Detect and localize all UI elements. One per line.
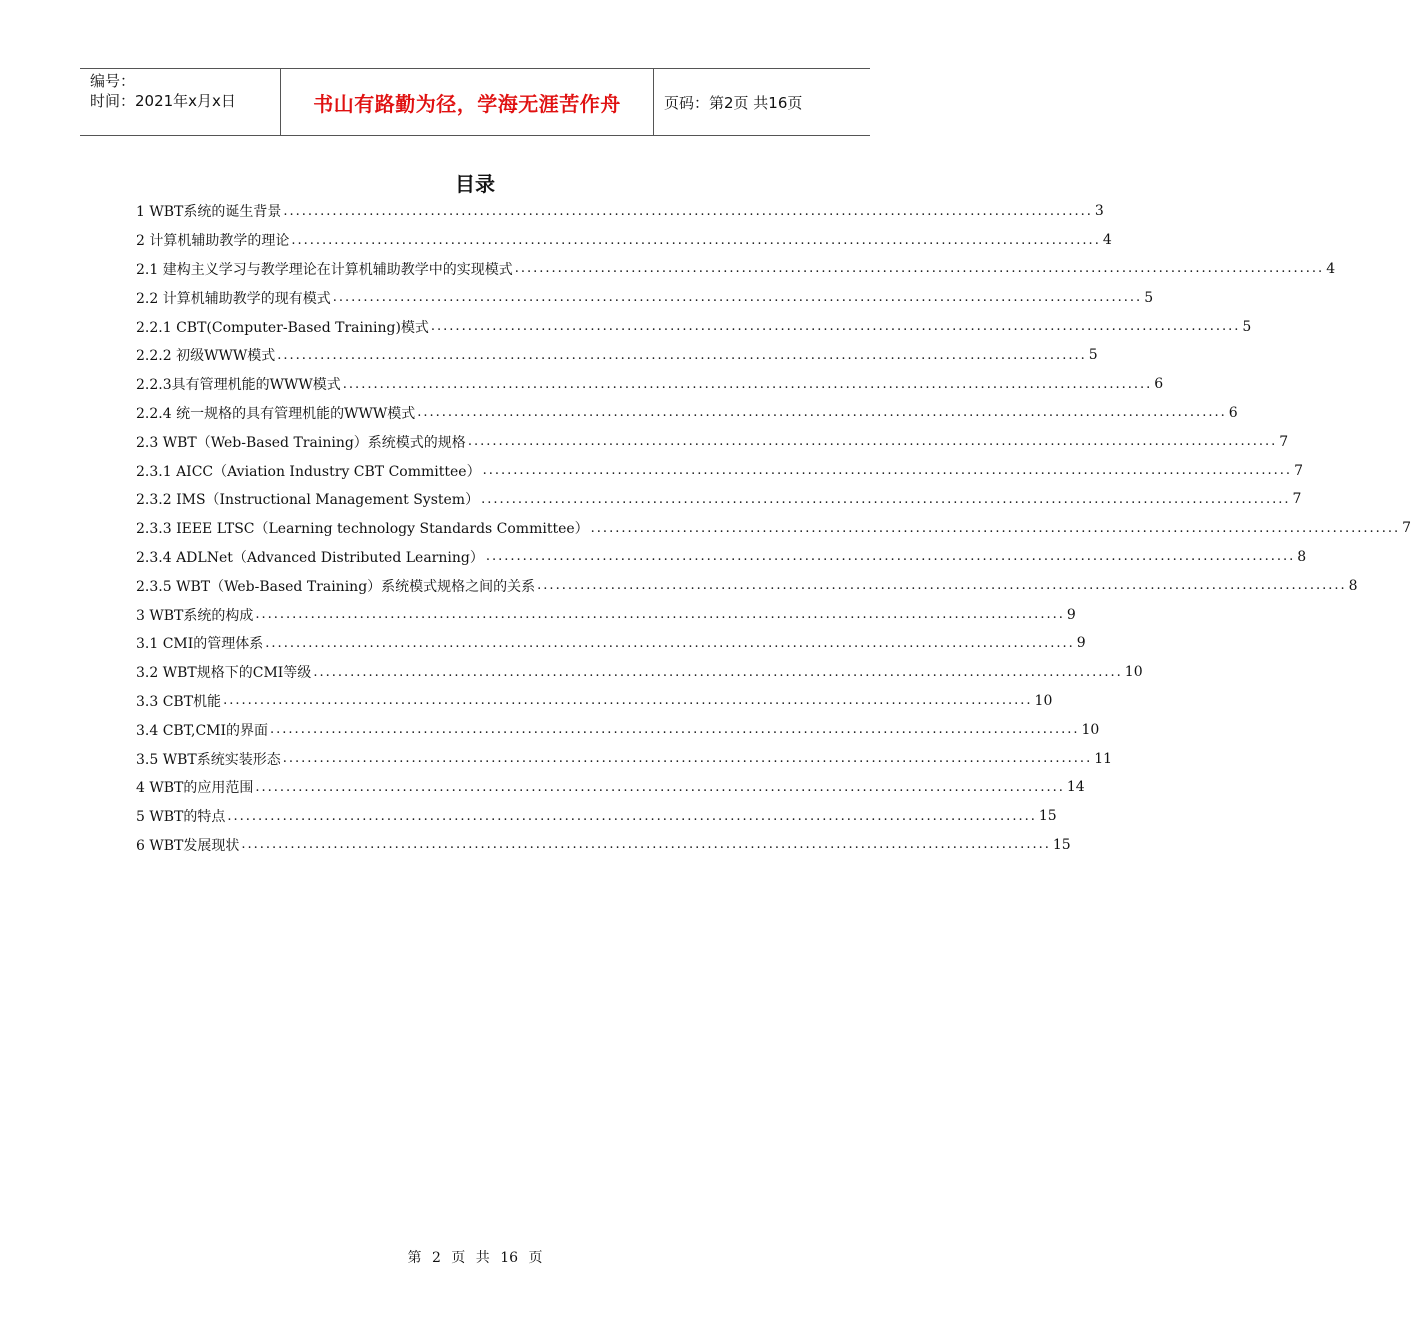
toc-entry-label: 5 WBT的特点 — [136, 809, 226, 826]
toc-entry-label: 3.5 WBT系统实装形态 — [136, 751, 281, 768]
toc-entry[interactable] — [136, 744, 1113, 773]
toc-dot-leader: .................................................................................................................................... — [430, 319, 1241, 335]
toc-entry[interactable] — [136, 226, 1112, 255]
toc-entry-page: 7 — [1292, 491, 1302, 508]
toc-entry-page: 10 — [1124, 664, 1143, 681]
toc-entry-page: 8 — [1348, 577, 1358, 594]
toc-entry-label: 2.2.3具有管理机能的WWW模式 — [136, 377, 341, 394]
toc-entry-label: 2 计算机辅助教学的理论 — [136, 233, 290, 250]
toc-dot-leader: .................................................................................................................................... — [255, 607, 1065, 623]
toc-entry-label: 3.3 CBT机能 — [136, 693, 222, 710]
toc-dot-leader: .................................................................................................................................... — [223, 693, 1033, 709]
toc-entry-page: 7 — [1279, 433, 1289, 450]
toc-entry-page: 5 — [1144, 289, 1154, 306]
toc-dot-leader: .................................................................................................................................... — [417, 405, 1227, 421]
toc-entry[interactable] — [136, 543, 1307, 572]
toc-entry[interactable] — [136, 600, 1076, 629]
toc-entry[interactable] — [136, 370, 1164, 399]
toc-entry[interactable] — [136, 629, 1086, 658]
toc-entry-label: 3.1 CMI的管理体系 — [136, 636, 264, 653]
toc-dot-leader: .................................................................................................................................... — [332, 290, 1143, 306]
toc-entry-page: 9 — [1066, 606, 1076, 623]
toc-dot-leader: .................................................................................................................................... — [537, 578, 1347, 594]
toc-dot-leader: .................................................................................................................................... — [241, 837, 1051, 853]
toc-list — [136, 197, 1411, 859]
header-motto-cell — [281, 69, 654, 135]
toc-entry[interactable] — [136, 283, 1154, 312]
toc-entry-label: 6 WBT发展现状 — [136, 837, 240, 854]
toc-entry-page: 4 — [1326, 260, 1336, 277]
toc-entry-page: 11 — [1094, 750, 1113, 767]
toc-dot-leader: .................................................................................................................................... — [255, 779, 1065, 795]
toc-entry[interactable] — [136, 341, 1098, 370]
toc-entry-label: 3 WBT系统的构成 — [136, 607, 254, 624]
toc-entry-page: 15 — [1052, 836, 1071, 853]
toc-entry-label: 2.3.5 WBT（Web-Based Training）系统模式规格之间的关系 — [136, 578, 536, 595]
motto: 书山有路勤为径，学海无涯苦作舟 — [313, 91, 621, 116]
toc-entry[interactable] — [136, 715, 1100, 744]
toc-title: 目录 — [455, 172, 495, 196]
toc-entry-label: 2.3.1 AICC（Aviation Industry CBT Committee） — [136, 463, 481, 480]
toc-entry-label: 2.2.2 初级WWW模式 — [136, 348, 276, 365]
toc-dot-leader: .................................................................................................................................... — [291, 232, 1101, 248]
toc-entry-label: 2.2.1 CBT(Computer-Based Training)模式 — [136, 319, 429, 336]
toc-dot-leader: .................................................................................................................................... — [313, 664, 1123, 680]
toc-entry[interactable] — [136, 514, 1411, 543]
toc-dot-leader: .................................................................................................................................... — [481, 491, 1291, 507]
toc-entry[interactable] — [136, 773, 1085, 802]
toc-dot-leader: .................................................................................................................................... — [282, 751, 1093, 767]
toc-dot-leader: .................................................................................................................................... — [342, 376, 1153, 392]
toc-dot-leader: .................................................................................................................................... — [227, 808, 1037, 824]
toc-entry[interactable] — [136, 312, 1252, 341]
toc-dot-leader: .................................................................................................................................... — [482, 463, 1293, 479]
toc-dot-leader: .................................................................................................................................... — [590, 520, 1401, 536]
toc-entry-page: 5 — [1242, 318, 1252, 335]
toc-entry[interactable] — [136, 571, 1358, 600]
toc-entry-page: 4 — [1102, 232, 1112, 249]
page-info: 页码：第2页 共16页 — [664, 93, 803, 112]
page-footer: 第 2 页 共 16 页 — [407, 1250, 543, 1266]
toc-entry[interactable] — [136, 197, 1104, 226]
toc-entry[interactable] — [136, 831, 1071, 860]
toc-entry-label: 1 WBT系统的诞生背景 — [136, 204, 282, 221]
header-meta — [80, 69, 281, 135]
toc-entry-label: 2.3 WBT（Web-Based Training）系统模式的规格 — [136, 434, 466, 451]
toc-entry[interactable] — [136, 687, 1053, 716]
toc-entry-label: 3.2 WBT规格下的CMI等级 — [136, 665, 312, 682]
toc-entry-page: 10 — [1081, 721, 1100, 738]
toc-entry-page: 9 — [1076, 635, 1086, 652]
toc-dot-leader: .................................................................................................................................... — [283, 203, 1093, 219]
toc-dot-leader: .................................................................................................................................... — [514, 261, 1325, 277]
page-header — [80, 68, 870, 136]
toc-entry-page: 15 — [1038, 808, 1057, 825]
toc-dot-leader: .................................................................................................................................... — [485, 549, 1296, 565]
toc-dot-leader: .................................................................................................................................... — [277, 347, 1087, 363]
toc-entry[interactable] — [136, 255, 1336, 284]
toc-entry-page: 10 — [1034, 692, 1053, 709]
toc-entry-page: 8 — [1297, 548, 1307, 565]
toc-entry-page: 14 — [1066, 779, 1085, 796]
toc-entry-page: 3 — [1094, 203, 1104, 220]
toc-entry[interactable] — [136, 658, 1143, 687]
toc-entry[interactable] — [136, 456, 1303, 485]
toc-dot-leader: .................................................................................................................................... — [265, 635, 1075, 651]
toc-entry-label: 2.3.3 IEEE LTSC（Learning technology Standards Committee） — [136, 521, 589, 538]
toc-entry-label: 2.2 计算机辅助教学的现有模式 — [136, 290, 331, 307]
toc-entry-label: 4 WBT的应用范围 — [136, 780, 254, 797]
toc-entry[interactable] — [136, 399, 1238, 428]
toc-entry-label: 2.1 建构主义学习与教学理论在计算机辅助教学中的实现模式 — [136, 261, 513, 278]
toc-entry[interactable] — [136, 485, 1302, 514]
toc-entry-label: 3.4 CBT,CMI的界面 — [136, 722, 269, 739]
time-label: 时间：2021年x月x日 — [90, 92, 236, 110]
toc-entry[interactable] — [136, 427, 1289, 456]
toc-entry-label: 2.2.4 统一规格的具有管理机能的WWW模式 — [136, 405, 416, 422]
toc-entry-page: 6 — [1228, 404, 1238, 421]
toc-entry-page: 7 — [1294, 462, 1303, 479]
toc-dot-leader: .................................................................................................................................... — [467, 434, 1278, 450]
header-page-info — [654, 69, 870, 135]
toc-entry-page: 5 — [1088, 347, 1098, 364]
toc-entry-page: 7 — [1402, 520, 1411, 537]
toc-entry-page: 6 — [1154, 376, 1164, 393]
toc-entry[interactable] — [136, 802, 1057, 831]
toc-dot-leader: .................................................................................................................................... — [270, 722, 1080, 738]
toc-entry-label: 2.3.2 IMS（Instructional Management System） — [136, 492, 480, 509]
toc-entry-label: 2.3.4 ADLNet（Advanced Distributed Learning） — [136, 549, 484, 566]
number-label: 编号： — [90, 72, 136, 90]
